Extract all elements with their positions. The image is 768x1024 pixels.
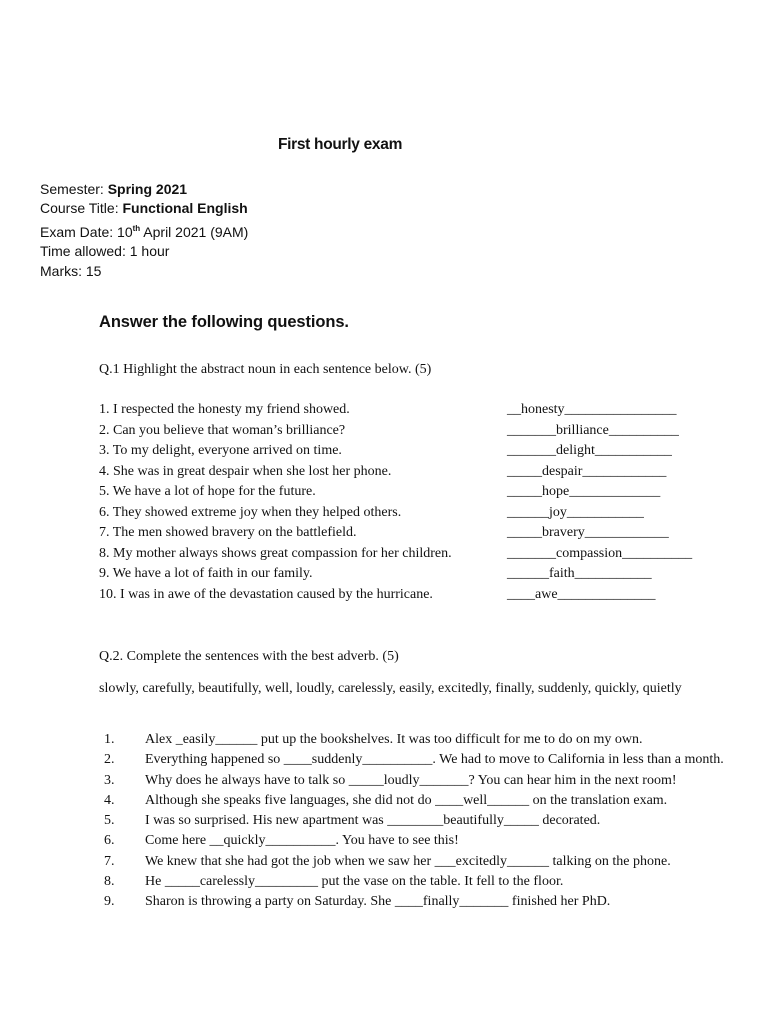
q2-item	[104, 750, 728, 770]
q2-item-text: He _____carelessly_________ put the vase on the table. It fell to the floor.	[145, 874, 564, 890]
q2-item	[104, 811, 728, 831]
instructions-heading: Answer the following questions.	[99, 313, 349, 331]
q1-sentence: 7. The men showed bravery on the battlefield.	[99, 525, 357, 540]
q2-item-text: Come here __quickly__________. You have to see this!	[145, 833, 459, 849]
q1-answer: _____despair____________	[507, 463, 667, 479]
q1-sentence: 9. We have a lot of faith in our family.	[99, 566, 313, 581]
q2-item	[104, 852, 728, 872]
semester-label: Semester:	[40, 181, 108, 197]
q2-item-number: 6.	[104, 833, 115, 849]
course-line	[40, 199, 248, 218]
q1-sentence: 3. To my delight, everyone arrived on time.	[99, 443, 342, 458]
q1-row	[99, 525, 739, 546]
q2-item-number: 8.	[104, 874, 115, 890]
q2-item-text: Although she speaks five languages, she did not do ____well______ on the translation exam.	[145, 792, 668, 808]
date-rest: April 2021 (9AM)	[140, 223, 249, 240]
q1-answer: ______joy___________	[507, 504, 644, 520]
q1-row	[99, 464, 739, 485]
q1-sentence: 4. She was in great despair when she lost her phone.	[99, 463, 392, 479]
q1-sentence: 10. I was in awe of the devastation caused by the hurricane.	[99, 586, 433, 602]
q2-item-text: Why does he always have to talk so _____loudly_______? You can hear him in the next room!	[145, 772, 677, 788]
q2-item	[104, 892, 728, 912]
q2-item-number: 7.	[104, 853, 115, 869]
q2-item-text: I was so surprised. His new apartment was ________beautifully_____ decorated.	[145, 813, 601, 829]
q2-item	[104, 791, 728, 811]
q1-row	[99, 587, 739, 608]
q1-row	[99, 402, 739, 423]
date-label: Exam Date: 10	[40, 223, 133, 240]
q1-row	[99, 546, 739, 567]
q2-prompt: Q.2. Complete the sentences with the best adverb. (5)	[99, 649, 399, 664]
q2-item	[104, 730, 728, 750]
q1-answer: _______compassion__________	[507, 545, 693, 561]
q2-item-number: 4.	[104, 792, 115, 808]
q1-row	[99, 505, 739, 526]
q2-item-number: 1.	[104, 732, 115, 747]
q1-row	[99, 443, 739, 464]
q1-prompt: Q.1 Highlight the abstract noun in each sentence below. (5)	[99, 362, 432, 377]
q1-sentence: 6. They showed extreme joy when they helped others.	[99, 504, 402, 520]
q1-sentence: 5. We have a lot of hope for the future.	[99, 484, 316, 499]
date-ordinal: th	[132, 223, 141, 233]
q2-item-text: Everything happened so ____suddenly__________. We had to move to California in less than a month.	[145, 752, 724, 768]
marks: Marks: 15	[40, 262, 102, 279]
exam-meta	[40, 180, 248, 281]
q2-item-text: Sharon is throwing a party on Saturday. She ____finally_______ finished her PhD.	[145, 894, 611, 910]
q1-sentence: 8. My mother always shows great compassion for her children.	[99, 545, 452, 561]
adverb-word-bank: slowly, carefully, beautifully, well, loudly, carelessly, easily, excitedly, finally, suddenly, quickly, quietly	[99, 681, 682, 696]
q2-item-number: 2.	[104, 752, 115, 768]
q2-item-number: 9.	[104, 894, 115, 910]
q1-sentence: 2. Can you believe that woman’s brilliance?	[99, 422, 346, 438]
q1-answer: _____hope_____________	[507, 484, 661, 499]
q2-item	[104, 771, 728, 791]
q1-list	[99, 402, 739, 607]
q2-item-text: Alex _easily______ put up the bookshelves. It was too difficult for me to do on my own.	[145, 732, 643, 747]
q1-row	[99, 423, 739, 444]
semester-value: Spring 2021	[107, 181, 188, 197]
q2-item-number: 3.	[104, 772, 115, 788]
q1-row	[99, 484, 739, 505]
time-allowed: Time allowed: 1 hour	[40, 243, 170, 260]
q1-row	[99, 566, 739, 587]
q1-answer: _____bravery____________	[507, 525, 669, 540]
q1-answer: __honesty________________	[507, 402, 677, 417]
q2-item	[104, 831, 728, 851]
q1-answer: _______brilliance__________	[507, 422, 679, 438]
date-line	[40, 219, 248, 242]
course-value: Functional English	[122, 200, 248, 217]
q1-answer: _______delight___________	[507, 443, 672, 458]
q2-list	[104, 730, 728, 913]
exam-title: First hourly exam	[277, 136, 403, 153]
q1-answer: ____awe______________	[507, 586, 656, 602]
q2-item	[104, 872, 728, 892]
q1-answer: ______faith___________	[507, 566, 652, 581]
q2-item-number: 5.	[104, 813, 115, 829]
course-label: Course Title:	[40, 200, 123, 217]
q1-sentence: 1. I respected the honesty my friend showed.	[99, 402, 350, 417]
semester-line	[40, 180, 248, 199]
q2-item-text: We knew that she had got the job when we saw her ___excitedly______ talking on the phone.	[145, 853, 671, 869]
